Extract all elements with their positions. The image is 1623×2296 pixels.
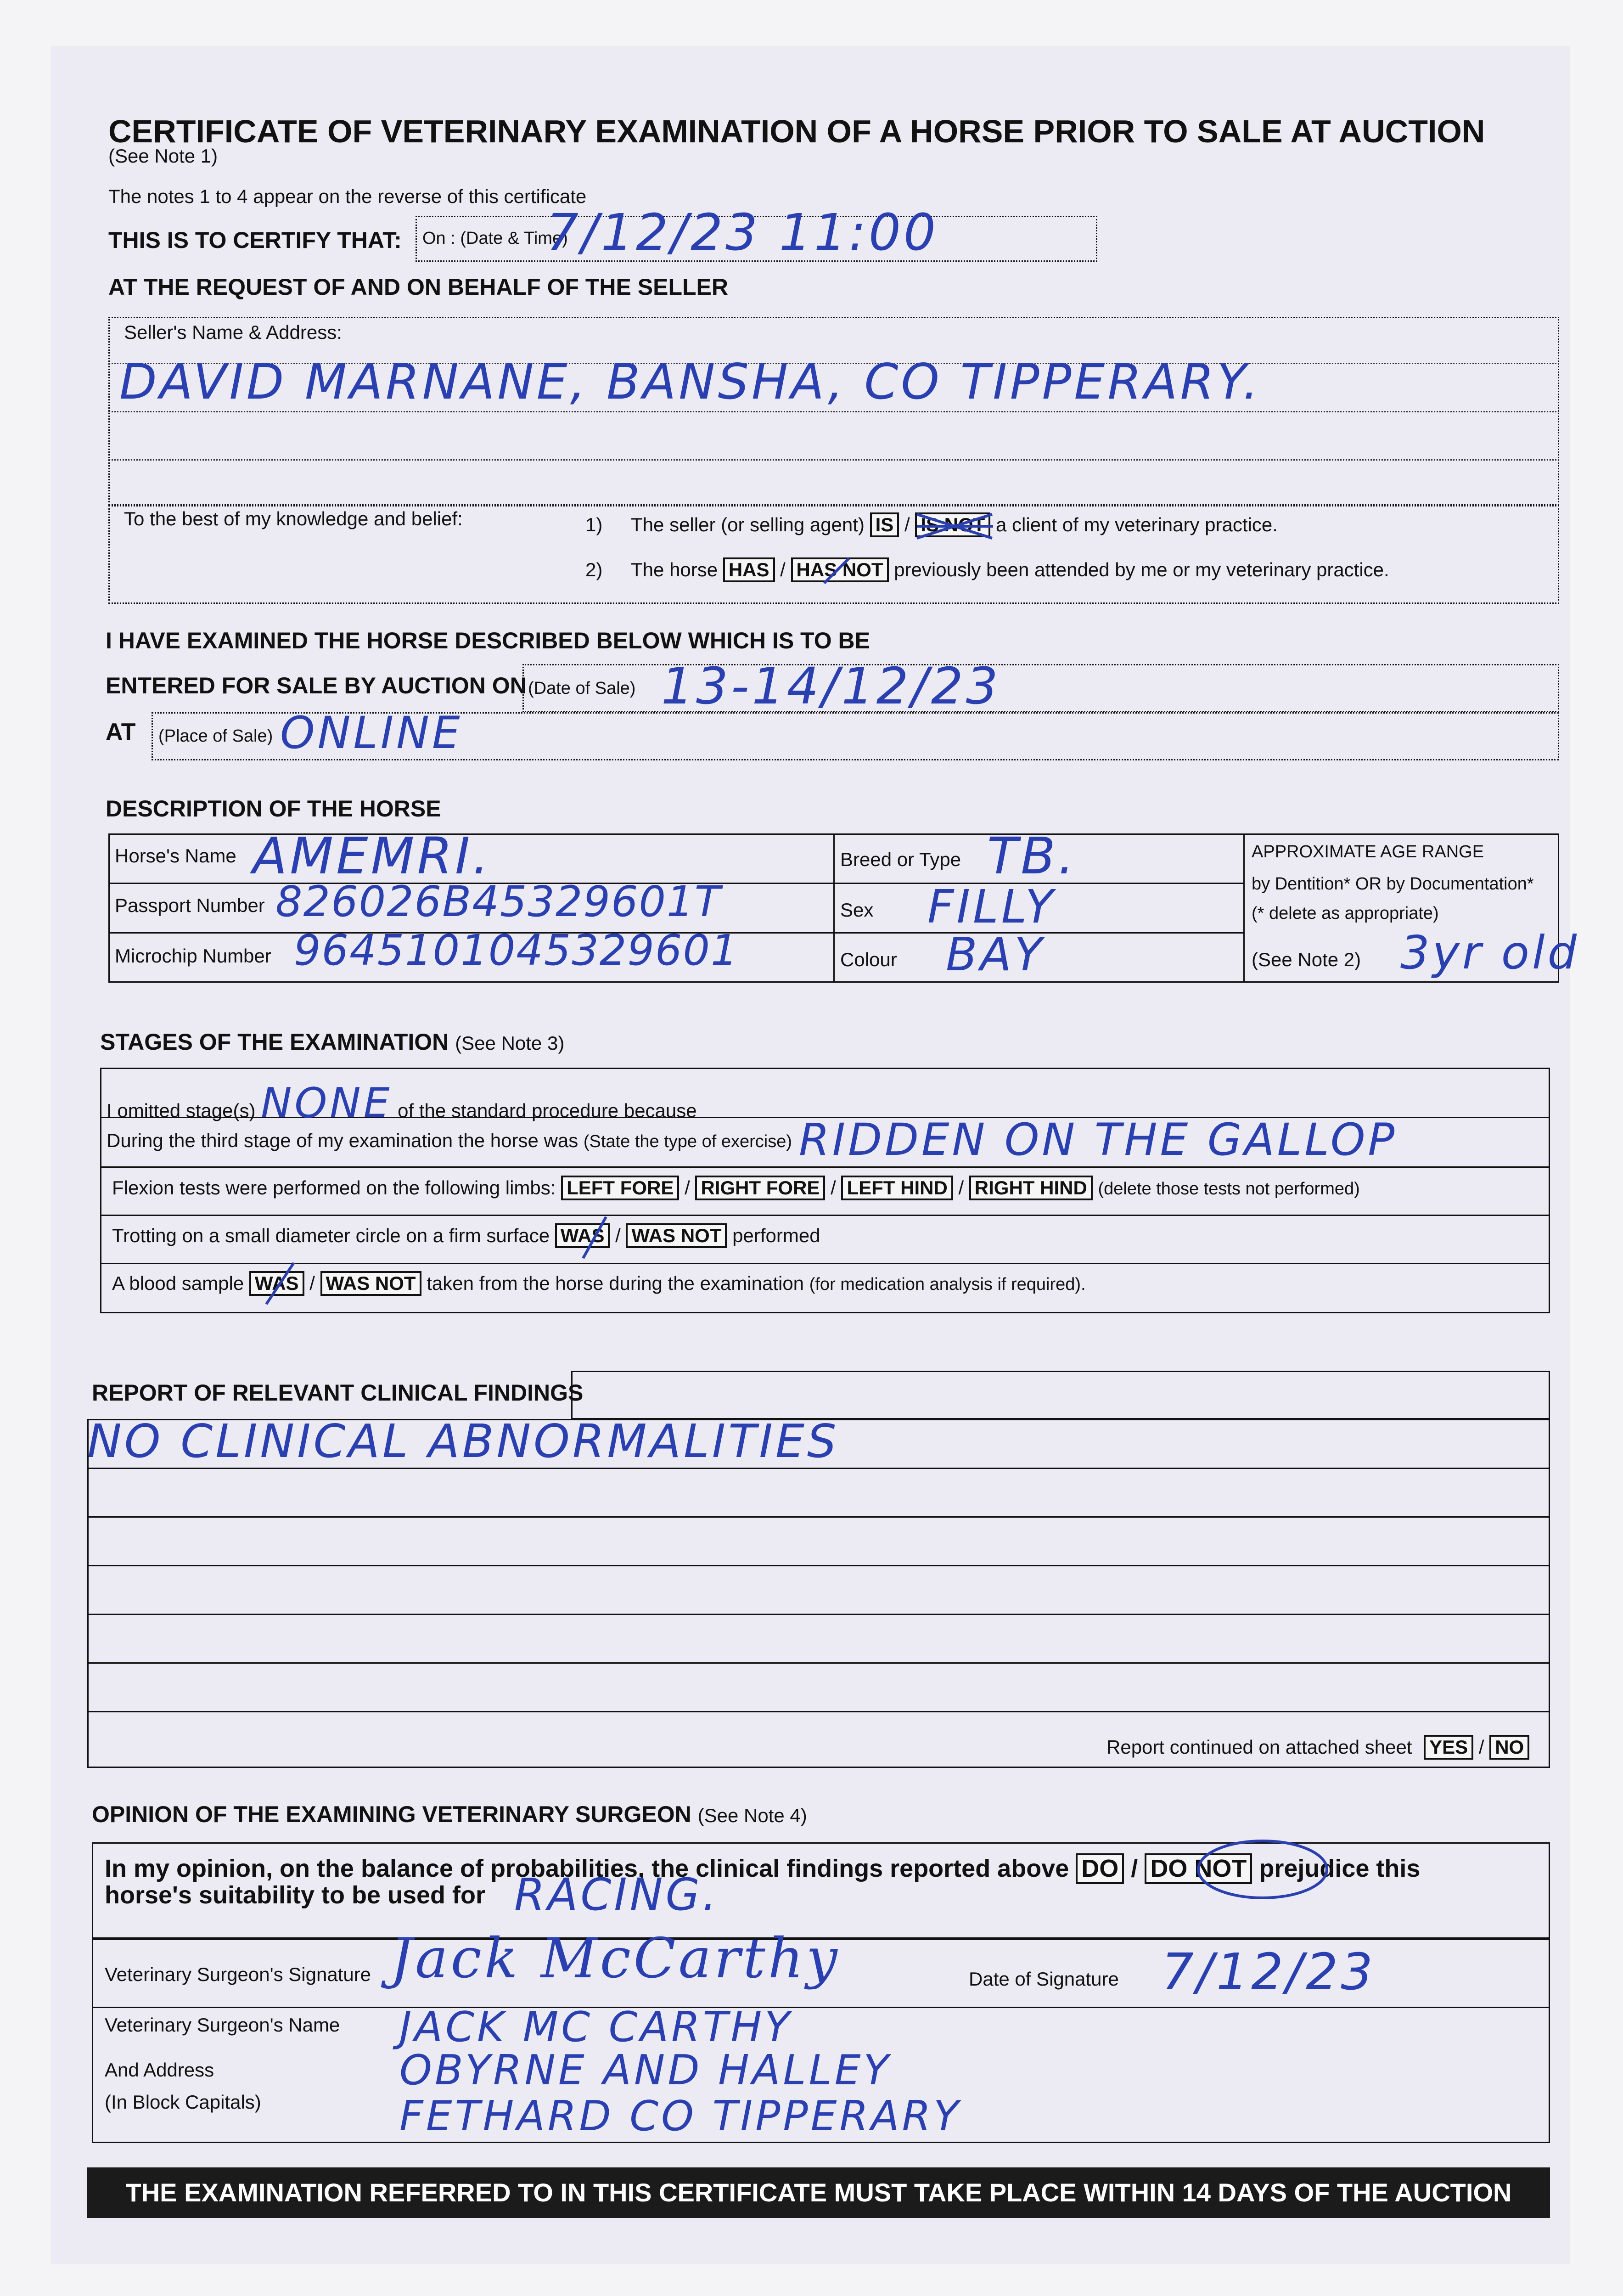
- report-area[interactable]: [87, 1419, 1550, 1768]
- clinical-finding[interactable]: NO CLINICAL ABNORMALITIES: [87, 1414, 839, 1468]
- on-date-time-value: 7/12/23 11:00: [546, 203, 939, 262]
- slash: /: [958, 1177, 964, 1199]
- age-delete-note: (* delete as appropriate): [1252, 904, 1439, 923]
- blood-post: taken from the horse during the examination: [427, 1272, 804, 1294]
- is-option[interactable]: IS: [870, 512, 899, 537]
- place-of-sale-value: ONLINE: [280, 707, 463, 759]
- examined-line-2: ENTERED FOR SALE BY AUCTION ON: [106, 673, 527, 698]
- colour-label: Colour: [840, 949, 897, 970]
- seller-name-value[interactable]: DAVID MARNANE, BANSHA, CO TIPPERARY.: [119, 354, 1261, 410]
- strike-icon: [820, 555, 853, 587]
- trot-row: [112, 1223, 820, 1248]
- passport-label: Passport Number: [115, 895, 265, 916]
- opinion-note: (See Note 4): [697, 1805, 807, 1826]
- knowledge-item-1: [585, 512, 1278, 537]
- vet-name-label: Veterinary Surgeon's Name: [105, 2014, 340, 2036]
- circle-mark-icon: [1194, 1835, 1331, 1904]
- request-heading: AT THE REQUEST OF AND ON BEHALF OF THE SELLER: [108, 274, 728, 300]
- continued-label: Report continued on attached sheet: [1106, 1736, 1412, 1758]
- opinion-text-2: prejudice this: [1259, 1855, 1421, 1882]
- opinion-text-1: In my opinion, on the balance of probabilities, the clinical findings reported above: [105, 1855, 1069, 1882]
- description-heading: DESCRIPTION OF THE HORSE: [106, 796, 441, 822]
- trot-was-not-option[interactable]: WAS NOT: [626, 1223, 727, 1248]
- on-date-time-label: On : (Date & Time): [422, 229, 568, 248]
- omitted-post: of the standard procedure because: [398, 1100, 697, 1121]
- third-stage-note: (State the type of exercise): [583, 1132, 792, 1151]
- blood-pre: A blood sample: [112, 1272, 244, 1294]
- knowledge-item-2: [585, 557, 1389, 582]
- examined-line-1: I HAVE EXAMINED THE HORSE DESCRIBED BELOW WHICH IS TO BE: [106, 628, 870, 653]
- item-1-number: 1): [585, 514, 603, 535]
- left-fore-option[interactable]: LEFT FORE: [561, 1176, 679, 1200]
- omitted-row: [107, 1079, 697, 1127]
- third-stage-pre: During the third stage of my examination the horse was: [107, 1130, 578, 1151]
- item-2-number: 2): [585, 559, 603, 580]
- do-option[interactable]: DO: [1076, 1853, 1124, 1884]
- signature-label: Veterinary Surgeon's Signature: [105, 1964, 371, 1985]
- intended-use-value[interactable]: RACING.: [514, 1869, 719, 1920]
- continued-yes-option[interactable]: YES: [1424, 1735, 1473, 1760]
- age-heading: APPROXIMATE AGE RANGE: [1252, 842, 1484, 861]
- sale-date-label: (Date of Sale): [528, 679, 636, 698]
- age-see-note: (See Note 2): [1252, 949, 1361, 970]
- has-not-option[interactable]: [791, 557, 889, 582]
- microchip-value[interactable]: 9645101045329601: [294, 926, 739, 975]
- notes-line: The notes 1 to 4 appear on the reverse of this certificate: [108, 186, 587, 207]
- place-of-sale-label: (Place of Sale): [158, 726, 273, 746]
- third-stage-value[interactable]: RIDDEN ON THE GALLOP: [799, 1114, 1398, 1165]
- report-heading-box: [571, 1371, 1550, 1419]
- breed-label: Breed or Type: [840, 849, 961, 870]
- opinion-line-2: horse's suitability to be used for: [105, 1881, 485, 1909]
- slash: /: [904, 514, 910, 535]
- flexion-row: [112, 1176, 1360, 1200]
- slash: /: [309, 1272, 315, 1294]
- opinion-heading-wrap: [92, 1801, 807, 1828]
- blood-strike-icon: [257, 1258, 312, 1309]
- breed-value[interactable]: TB.: [987, 827, 1077, 885]
- stages-heading-wrap: [100, 1029, 564, 1055]
- flexion-pre: Flexion tests were performed on the following limbs:: [112, 1177, 556, 1199]
- vet-block-capitals-note: (In Block Capitals): [105, 2091, 261, 2113]
- slash: /: [1131, 1855, 1138, 1882]
- third-stage-row: [107, 1130, 792, 1152]
- item-2-post: previously been attended by me or my veterinary practice.: [894, 559, 1389, 580]
- slash: /: [1478, 1736, 1484, 1758]
- sex-value[interactable]: FILLY: [927, 880, 1056, 934]
- stages-note: (See Note 3): [455, 1032, 565, 1054]
- passport-value[interactable]: 826026B45329601T: [275, 877, 721, 926]
- sex-label: Sex: [840, 899, 874, 921]
- sale-date-value: 13-14/12/23: [661, 657, 1001, 715]
- opinion-heading: OPINION OF THE EXAMINING VETERINARY SURGEON: [92, 1801, 691, 1827]
- has-option[interactable]: HAS: [723, 557, 775, 582]
- certificate-title: CERTIFICATE OF VETERINARY EXAMINATION OF A HORSE PRIOR TO SALE AT AUCTION: [108, 113, 1485, 149]
- slash: /: [685, 1177, 690, 1199]
- vet-address-label: And Address: [105, 2059, 214, 2081]
- flexion-post: (delete those tests not performed): [1098, 1179, 1360, 1199]
- item-2-text: The horse: [631, 559, 718, 580]
- right-hind-option[interactable]: RIGHT HIND: [969, 1176, 1093, 1200]
- left-hind-option[interactable]: LEFT HIND: [841, 1176, 953, 1200]
- slash: /: [780, 559, 786, 580]
- report-heading: REPORT OF RELEVANT CLINICAL FINDINGS: [92, 1380, 584, 1406]
- is-not-label: IS NOT: [921, 514, 985, 535]
- signature-value[interactable]: Jack McCarthy: [390, 1927, 840, 1991]
- has-not-label: HAS NOT: [796, 559, 883, 580]
- slash: /: [615, 1225, 621, 1246]
- continued-row: [1106, 1735, 1529, 1760]
- microchip-label: Microchip Number: [115, 945, 271, 967]
- slash: /: [831, 1177, 836, 1199]
- item-1-text: The seller (or selling agent): [631, 514, 865, 535]
- date-of-signature-value[interactable]: 7/12/23: [1162, 1942, 1376, 2001]
- date-of-signature-label: Date of Signature: [969, 1968, 1119, 1990]
- omitted-value[interactable]: NONE: [261, 1079, 393, 1127]
- blood-was-not-option[interactable]: WAS NOT: [320, 1271, 421, 1296]
- blood-note: (for medication analysis if required).: [809, 1275, 1086, 1294]
- colour-value[interactable]: BAY: [946, 928, 1045, 981]
- trot-pre: Trotting on a small diameter circle on a firm surface: [112, 1225, 550, 1246]
- blood-was-option[interactable]: WAS: [249, 1271, 304, 1296]
- age-by: by Dentition* OR by Documentation*: [1252, 874, 1534, 894]
- seller-label: Seller's Name & Address:: [124, 321, 342, 343]
- item-1-post: a client of my veterinary practice.: [996, 514, 1278, 535]
- see-note-1: (See Note 1): [108, 145, 218, 167]
- vet-address-line-2[interactable]: FETHARD CO TIPPERARY: [399, 2092, 962, 2140]
- at-label: AT: [106, 719, 136, 745]
- footer-banner-text: THE EXAMINATION REFERRED TO IN THIS CERTIFICATE MUST TAKE PLACE WITHIN 14 DAYS OF THE AUCTION: [125, 2178, 1512, 2207]
- trot-post: performed: [732, 1225, 820, 1246]
- knowledge-label: To the best of my knowledge and belief:: [124, 508, 463, 529]
- horse-name-label: Horse's Name: [115, 845, 236, 867]
- right-fore-option[interactable]: RIGHT FORE: [695, 1176, 825, 1200]
- stages-heading: STAGES OF THE EXAMINATION: [100, 1029, 449, 1055]
- vet-address-line-1[interactable]: OBYRNE AND HALLEY: [399, 2046, 892, 2094]
- do-not-label: DO NOT: [1150, 1855, 1247, 1882]
- continued-no-option[interactable]: NO: [1489, 1735, 1529, 1760]
- age-value[interactable]: 3yr old: [1400, 926, 1580, 979]
- strike-icon: [914, 512, 997, 541]
- is-not-option[interactable]: [915, 512, 990, 537]
- trot-strike-icon: [574, 1212, 629, 1263]
- omitted-pre: I omitted stage(s): [107, 1100, 256, 1121]
- trot-was-option[interactable]: WAS: [555, 1223, 610, 1248]
- certify-label: THIS IS TO CERTIFY THAT:: [108, 227, 402, 253]
- horse-name-value[interactable]: AMEMRI.: [253, 827, 492, 885]
- vet-name-value[interactable]: JACK MC CARTHY: [399, 2003, 793, 2051]
